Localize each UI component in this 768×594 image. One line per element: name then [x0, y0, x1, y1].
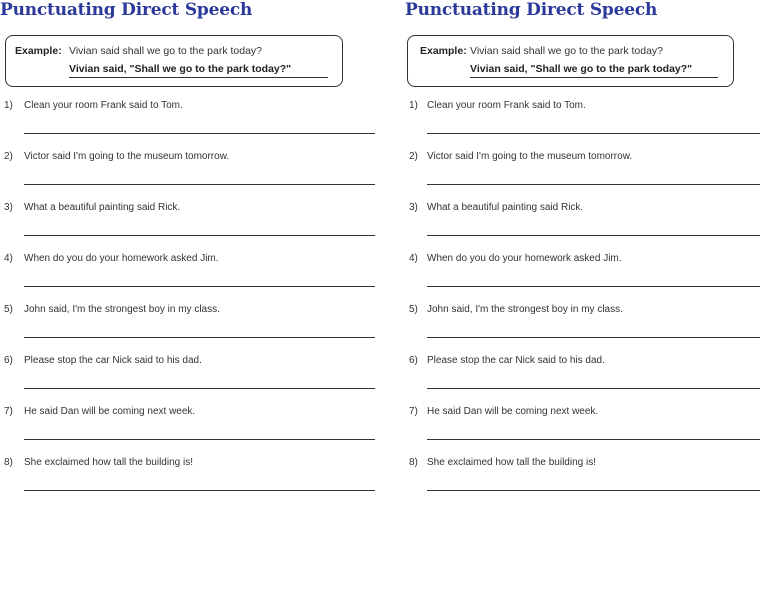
answer-line: [427, 337, 760, 338]
question-item: [404, 351, 768, 402]
question-text: She exclaimed how tall the building is!: [24, 457, 193, 468]
answer-line: [24, 235, 375, 236]
answer-line: [427, 388, 760, 389]
worksheet-copy-right: [404, 0, 768, 594]
example-sentence: Vivian said shall we go to the park today?: [470, 45, 664, 57]
answer-line: [427, 184, 760, 185]
question-number: 7): [409, 406, 418, 417]
question-item: [404, 198, 768, 249]
question-number: 1): [4, 100, 13, 111]
answer-line: [427, 439, 760, 440]
question-text: He said Dan will be coming next week.: [427, 406, 599, 417]
question-item: [404, 147, 768, 198]
question-text: Clean your room Frank said to Tom.: [24, 100, 183, 111]
question-item: [0, 147, 384, 198]
question-number: 8): [409, 457, 418, 468]
question-item: [404, 453, 768, 504]
answer-line: [427, 490, 760, 491]
answer-line: [427, 133, 760, 134]
question-text: John said, I'm the strongest boy in my class.: [24, 304, 220, 315]
answer-line: [24, 133, 375, 134]
answer-line: [427, 286, 760, 287]
question-number: 6): [409, 355, 418, 366]
answer-line: [24, 439, 375, 440]
question-text: Please stop the car Nick said to his dad.: [24, 355, 202, 366]
question-number: 4): [4, 253, 13, 264]
question-text: Victor said I'm going to the museum tomorrow.: [24, 151, 230, 162]
question-text: Victor said I'm going to the museum tomorrow.: [427, 151, 633, 162]
question-item: [0, 453, 384, 504]
question-number: 4): [409, 253, 418, 264]
question-number: 6): [4, 355, 13, 366]
question-list: [404, 96, 768, 504]
answer-line: [24, 490, 375, 491]
question-item: [0, 198, 384, 249]
question-number: 8): [4, 457, 13, 468]
answer-line: [24, 286, 375, 287]
question-number: 1): [409, 100, 418, 111]
question-item: [404, 300, 768, 351]
question-text: What a beautiful painting said Rick.: [427, 202, 584, 213]
question-item: [0, 402, 384, 453]
question-text: She exclaimed how tall the building is!: [427, 457, 596, 468]
question-item: [404, 249, 768, 300]
question-text: Clean your room Frank said to Tom.: [427, 100, 586, 111]
example-box: [5, 35, 343, 87]
question-text: What a beautiful painting said Rick.: [24, 202, 181, 213]
question-item: [0, 249, 384, 300]
question-item: [0, 351, 384, 402]
question-text: When do you do your homework asked Jim.: [427, 253, 622, 264]
question-item: [404, 402, 768, 453]
question-text: Please stop the car Nick said to his dad.: [427, 355, 605, 366]
question-number: 7): [4, 406, 13, 417]
question-number: 2): [409, 151, 418, 162]
example-sentence: Vivian said shall we go to the park today?: [69, 45, 263, 57]
answer-line: [427, 235, 760, 236]
question-number: 3): [4, 202, 13, 213]
question-text: He said Dan will be coming next week.: [24, 406, 196, 417]
example-label: Example:: [15, 45, 62, 57]
answer-line: [24, 184, 375, 185]
example-box: [407, 35, 734, 87]
example-answer: Vivian said, "Shall we go to the park today?": [470, 63, 718, 78]
question-number: 5): [4, 304, 13, 315]
question-list: [0, 96, 384, 504]
question-number: 5): [409, 304, 418, 315]
question-item: [404, 96, 768, 147]
question-item: [0, 300, 384, 351]
example-answer: Vivian said, "Shall we go to the park today?": [69, 63, 328, 78]
example-label: Example:: [420, 45, 467, 57]
question-number: 2): [4, 151, 13, 162]
question-text: John said, I'm the strongest boy in my class.: [427, 304, 623, 315]
question-item: [0, 96, 384, 147]
question-text: When do you do your homework asked Jim.: [24, 253, 219, 264]
question-number: 3): [409, 202, 418, 213]
worksheet-title: Punctuating Direct Speech: [0, 0, 253, 20]
answer-line: [24, 337, 375, 338]
answer-line: [24, 388, 375, 389]
worksheet-title: Punctuating Direct Speech: [405, 0, 658, 20]
